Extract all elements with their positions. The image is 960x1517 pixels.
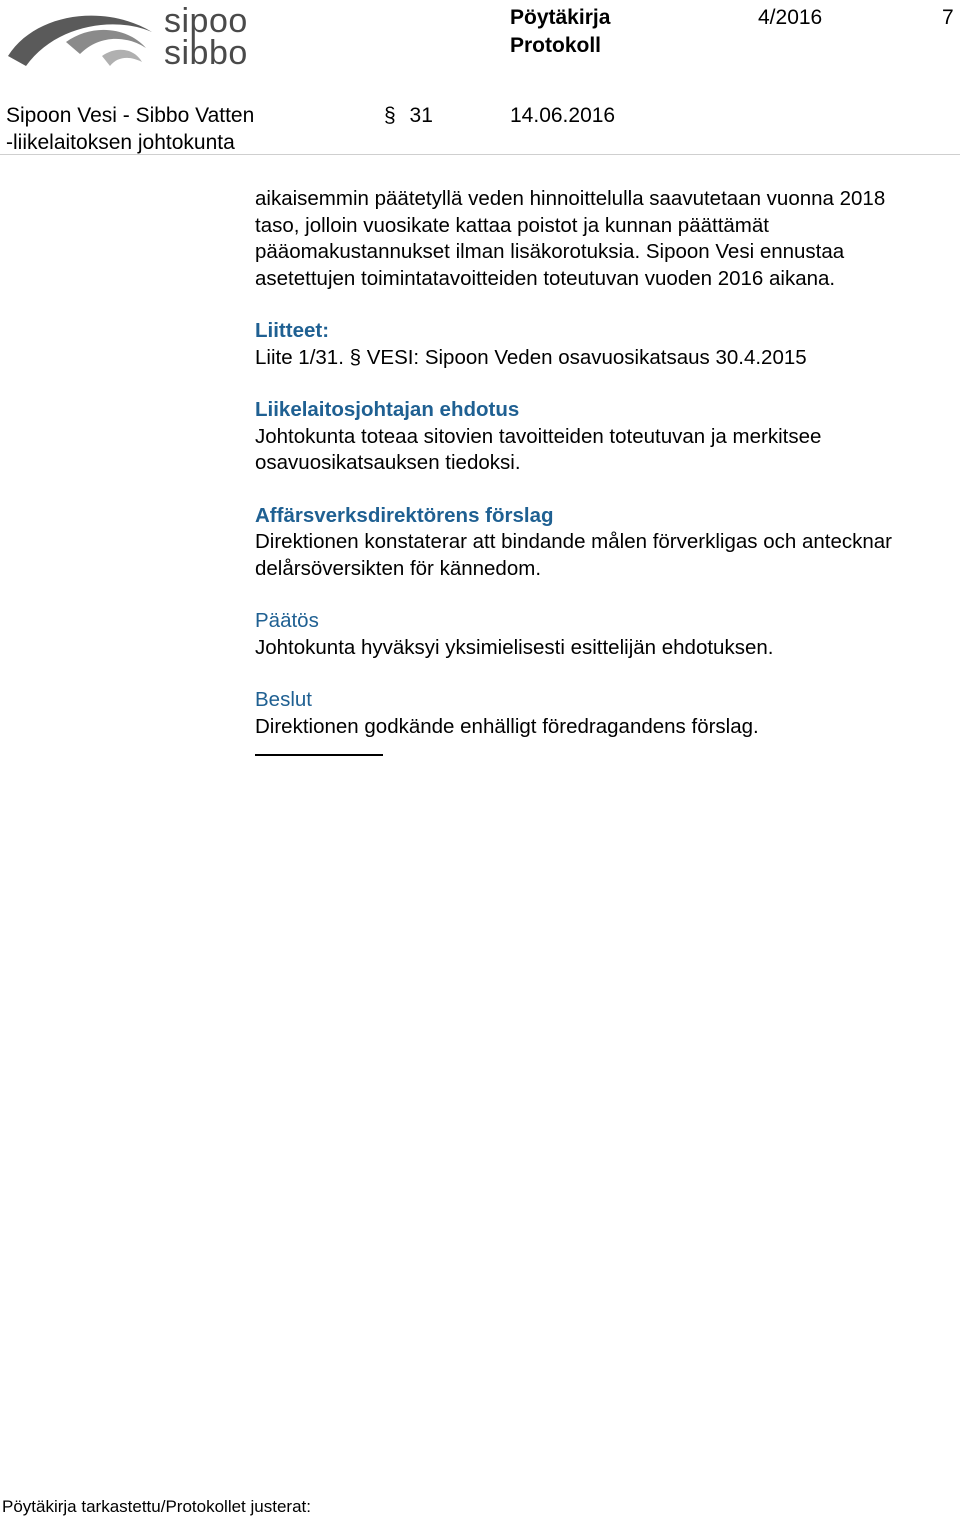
sipoo-sibbo-logo — [6, 2, 266, 70]
meeting-date: 14.06.2016 — [510, 104, 616, 127]
attachment-section-sign: § — [349, 345, 362, 369]
logo-text-sipoo: sipoo — [164, 2, 248, 40]
intro-paragraph: aikaisemmin päätetyllä veden hinnoittelulla saavutetaan vuonna 2018 taso, jolloin vuosikate kattaa poistot ja kunnan päättämät pääomakustannukset ilman lisäkorotuksia. Sipoon Vesi ennustaa asetettujen toimintatavoitteiden toteutuvan vuoden 2016 aikana. — [255, 187, 886, 290]
doc-type-fi: Pöytäkirja — [510, 6, 611, 29]
page-number: 7 — [942, 6, 954, 29]
attachment-prefix: Liite 1/31. — [255, 345, 344, 369]
attachment-item[interactable] — [255, 345, 935, 372]
logo-text-sibbo: sibbo — [164, 34, 248, 72]
section-sign: § — [384, 104, 396, 127]
section-reference — [384, 104, 433, 128]
proposal-fi-heading: Liikelaitosjohtajan ehdotus — [255, 398, 520, 421]
decision-sv-heading: Beslut — [255, 688, 312, 711]
decision-fi-heading: Päätös — [255, 609, 319, 632]
org-name: Sipoon Vesi - Sibbo Vatten — [6, 104, 255, 127]
logo-swoosh-icon — [6, 2, 156, 70]
decision-fi-text: Johtokunta hyväksyi yksimielisesti esittelijän ehdotuksen. — [255, 635, 774, 659]
minutes-body — [255, 186, 935, 756]
attachments-heading: Liitteet: — [255, 319, 330, 342]
issue-number: 4/2016 — [758, 6, 823, 29]
proposal-fi-text: Johtokunta toteaa sitovien tavoitteiden toteutuvan ja merkitsee osavuosikatsauksen tiedoksi. — [255, 424, 822, 474]
org-board: -liikelaitoksen johtokunta — [6, 131, 235, 154]
doc-type-sv: Protokoll — [510, 34, 602, 57]
footer-verification-label: Pöytäkirja tarkastettu/Protokollet justerat: — [2, 1497, 311, 1516]
proposal-sv-text: Direktionen konstaterar att bindande målen förverkligas och antecknar delårsöversikten för kännedom. — [255, 530, 892, 580]
section-number: 31 — [409, 104, 433, 127]
header-divider — [0, 154, 960, 155]
proposal-sv-heading: Affärsverksdirektörens förslag — [255, 503, 554, 527]
attachment-title: VESI: Sipoon Veden osavuosikatsaus 30.4.2015 — [366, 345, 807, 369]
decision-sv-text: Direktionen godkände enhälligt föredragandens förslag. — [255, 714, 759, 738]
end-of-section-rule — [255, 754, 383, 756]
